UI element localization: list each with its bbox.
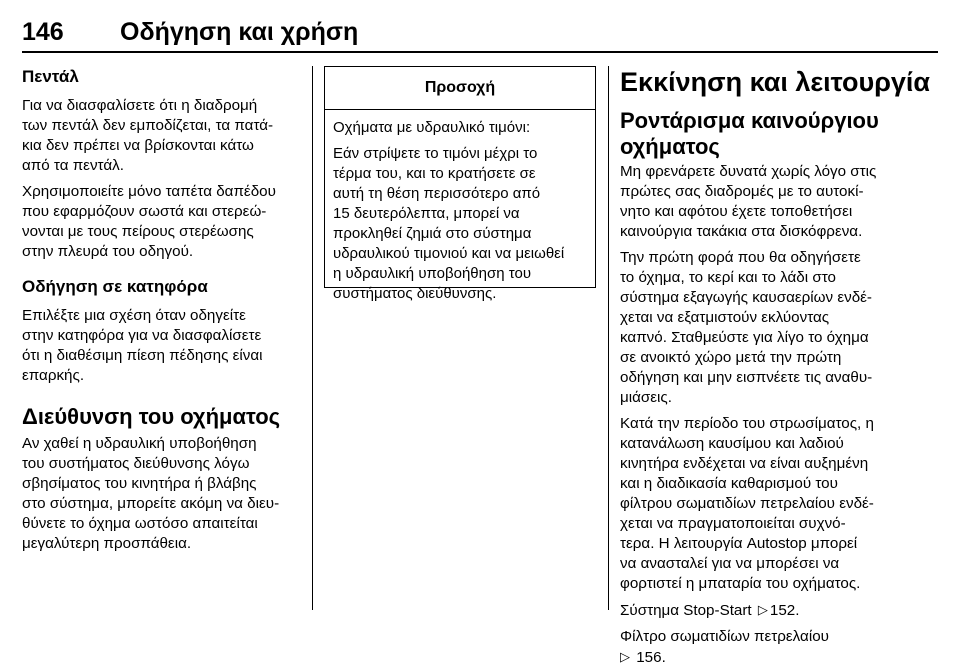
caution-title: Προσοχή bbox=[325, 67, 595, 110]
main-section-heading: Εκκίνηση και λειτουργία bbox=[620, 67, 931, 97]
dpf-reference[interactable]: Φίλτρο σωματιδίων πετρελαίου ▷ 156. bbox=[620, 628, 829, 666]
breakin-heading: Ροντάρισμα καινούργιου οχήματος bbox=[620, 108, 879, 159]
left-column bbox=[22, 66, 304, 554]
breakin-paragraph-3: Κατά την περίοδο του στρωσίματος, η κατανάλωση καυσίμου και λαδιού κινητήρα ενδέχεται να είναι αυξημένη και η διαδικασία καθαρισμού του φίλτρου σωματιδίων πετρελαίου ενδέ- χεται να πραγματοποιείται συχνό- τερα. Η λειτουργία Autostop μπορεί να ανασταλεί για να μπορέσει να φορτιστεί η μπαταρία του οχήματος. bbox=[620, 415, 874, 592]
steering-heading: Διεύθυνση του οχήματος bbox=[22, 404, 281, 429]
reference-page: 152. bbox=[769, 602, 800, 619]
header-divider bbox=[22, 51, 938, 53]
stop-start-reference[interactable]: Σύστημα Stop-Start ▷ 152. bbox=[620, 602, 800, 619]
reference-page: 156. bbox=[636, 649, 666, 666]
page-number: 146 bbox=[22, 18, 64, 46]
downhill-heading: Οδήγηση σε κατηφόρα bbox=[22, 277, 208, 296]
downhill-paragraph: Επιλέξτε μια σχέση όταν οδηγείτε στην κατηφόρα για να διασφαλίσετε ότι η διαθέσιμη πίεση πέδησης είναι επαρκής. bbox=[22, 307, 263, 384]
chapter-title: Οδήγηση και χρήση bbox=[120, 18, 359, 46]
breakin-paragraph-1: Μη φρενάρετε δυνατά χωρίς λόγο στις πρώτες σας διαδρομές με το αυτοκί- νητο και αφότου έχετε τοποθετήσει καινούργια τακάκια στα δισκόφρενα. bbox=[620, 163, 877, 240]
reference-arrow-icon: ▷ bbox=[620, 649, 630, 664]
pedals-paragraph-2: Χρησιμοποιείτε μόνο ταπέτα δαπέδου που εφαρμόζουν σωστά και στερεώ- νονται με τους πείρους στερέωσης στην πλευρά του οδηγού. bbox=[22, 183, 276, 260]
pedals-paragraph-1: Για να διασφαλίσετε ότι η διαδρομή των πεντάλ δεν εμποδίζεται, τα πατά- κια δεν πρέπει να βρίσκονται κάτω από τα πεντάλ. bbox=[22, 97, 274, 174]
caution-box bbox=[324, 66, 596, 302]
reference-arrow-icon: ▷ bbox=[757, 602, 768, 617]
pedals-heading: Πεντάλ bbox=[22, 67, 79, 86]
steering-paragraph: Αν χαθεί η υδραυλική υποβοήθηση του συστήματος διεύθυνσης λόγω σβησίματος του κινητήρα ή βλάβης στο σύστημα, μπορείτε ακόμη να διευ- θύνετε το όχημα ωστόσο απαιτείται μεγαλύτερη προσπάθεια. bbox=[22, 435, 280, 552]
caution-body bbox=[325, 110, 595, 304]
column-divider-left bbox=[312, 66, 313, 610]
caution-paragraph: Εάν στρίψετε το τιμόνι μέχρι το τέρμα του, και το κρατήσετε σε αυτή τη θέση περισσότερο από 15 δευτερόλεπτα, μπορεί να προκληθεί ζημιά στο σύστημα υδραυλικού τιμονιού και να μειωθεί η υδραυλική υποβοήθηση του συστήματος διεύθυνσης. bbox=[333, 145, 565, 302]
page-header bbox=[22, 18, 938, 54]
caution-intro: Οχήματα με υδραυλικό τιμόνι: bbox=[333, 119, 531, 136]
right-column bbox=[620, 66, 938, 668]
breakin-paragraph-2: Την πρώτη φορά που θα οδηγήσετε το όχημα, το κερί και το λάδι στο σύστημα εξαγωγής καυσαερίων ενδέ- χεται να εξατμιστούν εκλύοντας καπνό. Σταθμεύστε για λίγο το όχημα σε ανοικτό χώρο μετά την πρώτη οδήγηση και μην εισπνέετε τις αναθυ- μιάσεις. bbox=[620, 249, 873, 406]
column-divider-right bbox=[608, 66, 609, 610]
